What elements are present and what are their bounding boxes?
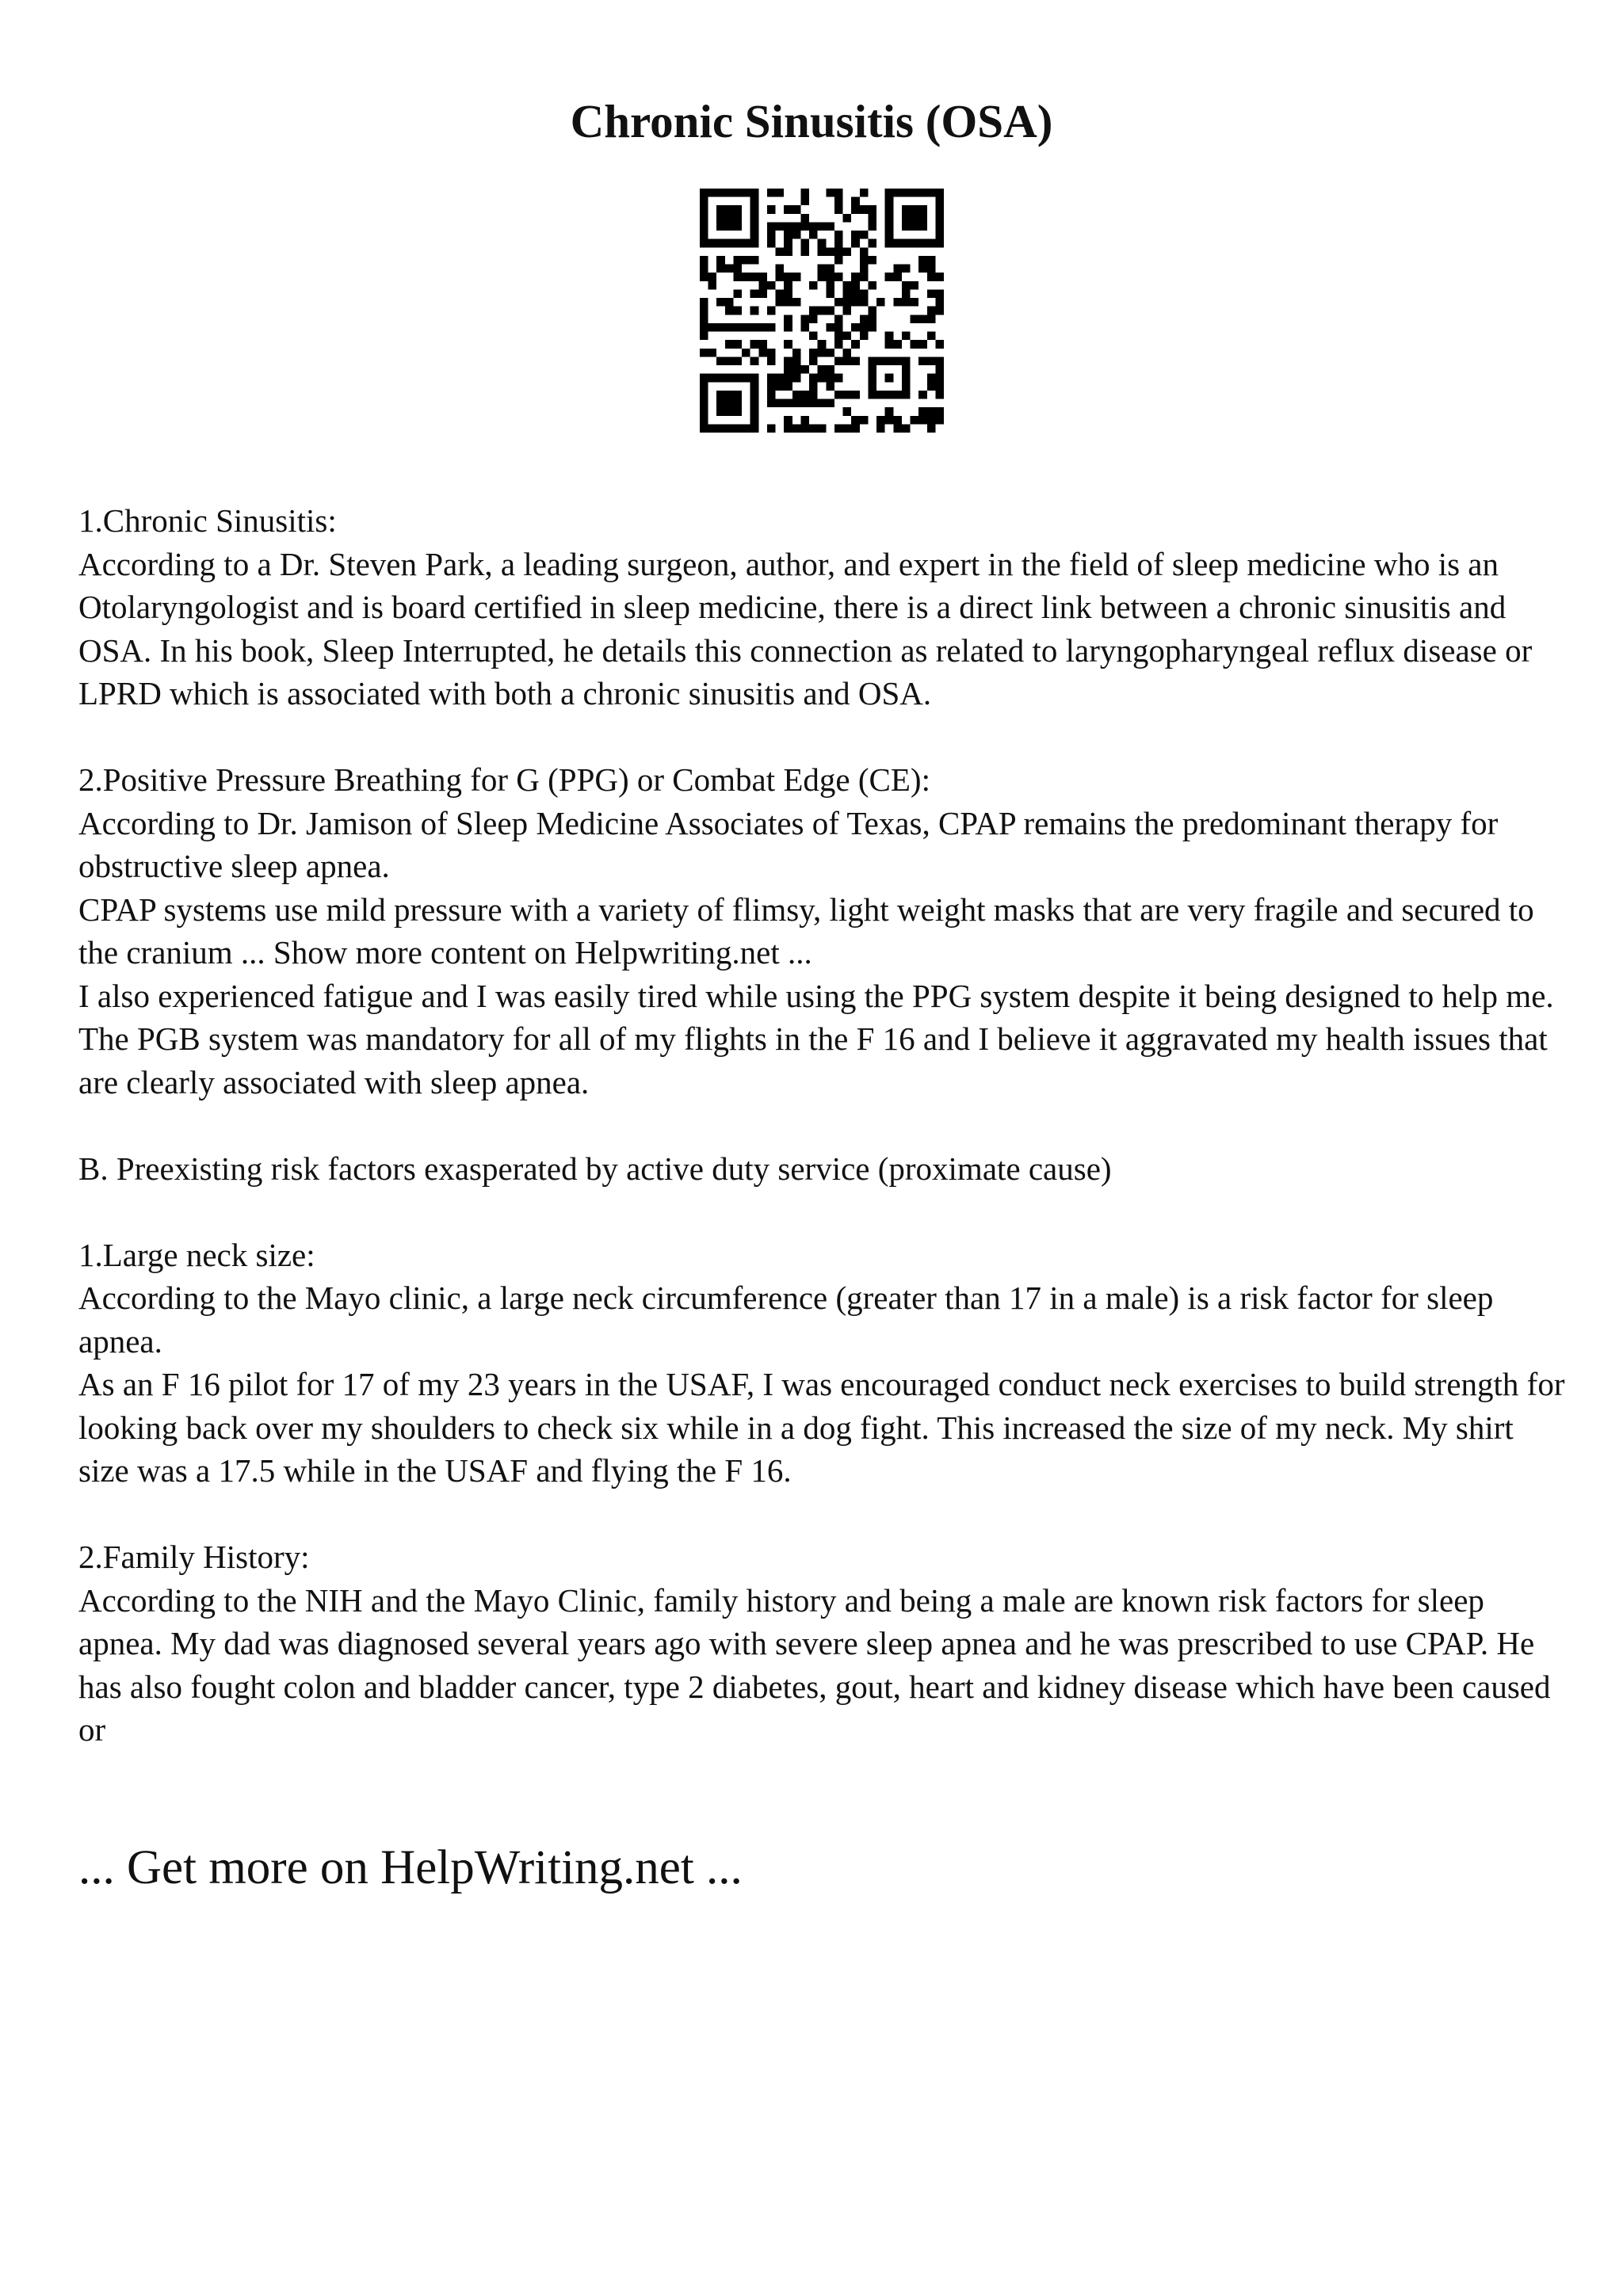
section-heading: 2.Family History: bbox=[78, 1539, 310, 1575]
section-paragraph: According to the Mayo clinic, a large neck circumference (greater than 17 in a male) is a risk factor for sleep apnea. bbox=[78, 1280, 1494, 1360]
section-paragraph: As an F 16 pilot for 17 of my 23 years in the USAF, I was encouraged conduct neck exercises to build strength for looking back over my shoulders to check six while in a dog fight. This increased the size of my neck. My shirt size was a 17.5 while in the USAF and flying the F 16. bbox=[78, 1366, 1565, 1489]
get-more-link[interactable]: ... Get more on HelpWriting.net ... bbox=[78, 1841, 743, 1894]
section-heading: 1.Large neck size: bbox=[78, 1236, 315, 1273]
paragraph-gap bbox=[78, 1493, 1568, 1536]
document-body bbox=[78, 499, 1568, 1752]
section-heading: 2.Positive Pressure Breathing for G (PPG) or Combat Edge (CE): bbox=[78, 761, 930, 798]
section-paragraph: According to the NIH and the Mayo Clinic, family history and being a male are known risk factors for sleep apnea. My dad was diagnosed several years ago with severe sleep apnea and he was prescribed to use CPAP. He has also fought colon and bladder cancer, type 2 diabetes, gout, heart and kidney disease which have been caused or bbox=[78, 1581, 1551, 1748]
paragraph-gap bbox=[78, 1104, 1568, 1147]
section-heading: B. Preexisting risk factors exasperated by active duty service (proximate cause) bbox=[78, 1150, 1112, 1187]
qr-code-icon bbox=[700, 189, 944, 433]
section-paragraph: According to a Dr. Steven Park, a leading surgeon, author, and expert in the field of sleep medicine who is an Otolaryngologist and is board certified in sleep medicine, there is a direct link between a chronic sinusitis and OSA. In his book, Sleep Interrupted, he details this connection as related to laryngopharyngeal reflux disease or LPRD which is associated with both a chronic sinusitis and OSA. bbox=[78, 545, 1533, 711]
paragraph-gap bbox=[78, 715, 1568, 759]
section-paragraph: I also experienced fatigue and I was easily tired while using the PPG system despite it being designed to help me. The PGB system was mandatory for all of my flights in the F 16 and I believe it aggravated my health issues that are clearly associated with sleep apnea. bbox=[78, 977, 1554, 1100]
paragraph-gap bbox=[78, 1190, 1568, 1234]
section-paragraph: According to Dr. Jamison of Sleep Medicine Associates of Texas, CPAP remains the predominant therapy for obstructive sleep apnea. bbox=[78, 804, 1499, 884]
section-paragraph: CPAP systems use mild pressure with a variety of flimsy, light weight masks that are very fragile and secured to the cranium ... Show more content on Helpwriting.net ... bbox=[78, 891, 1534, 971]
document-title: Chronic Sinusitis (OSA) bbox=[570, 95, 1053, 147]
section-heading: 1.Chronic Sinusitis: bbox=[78, 502, 337, 539]
